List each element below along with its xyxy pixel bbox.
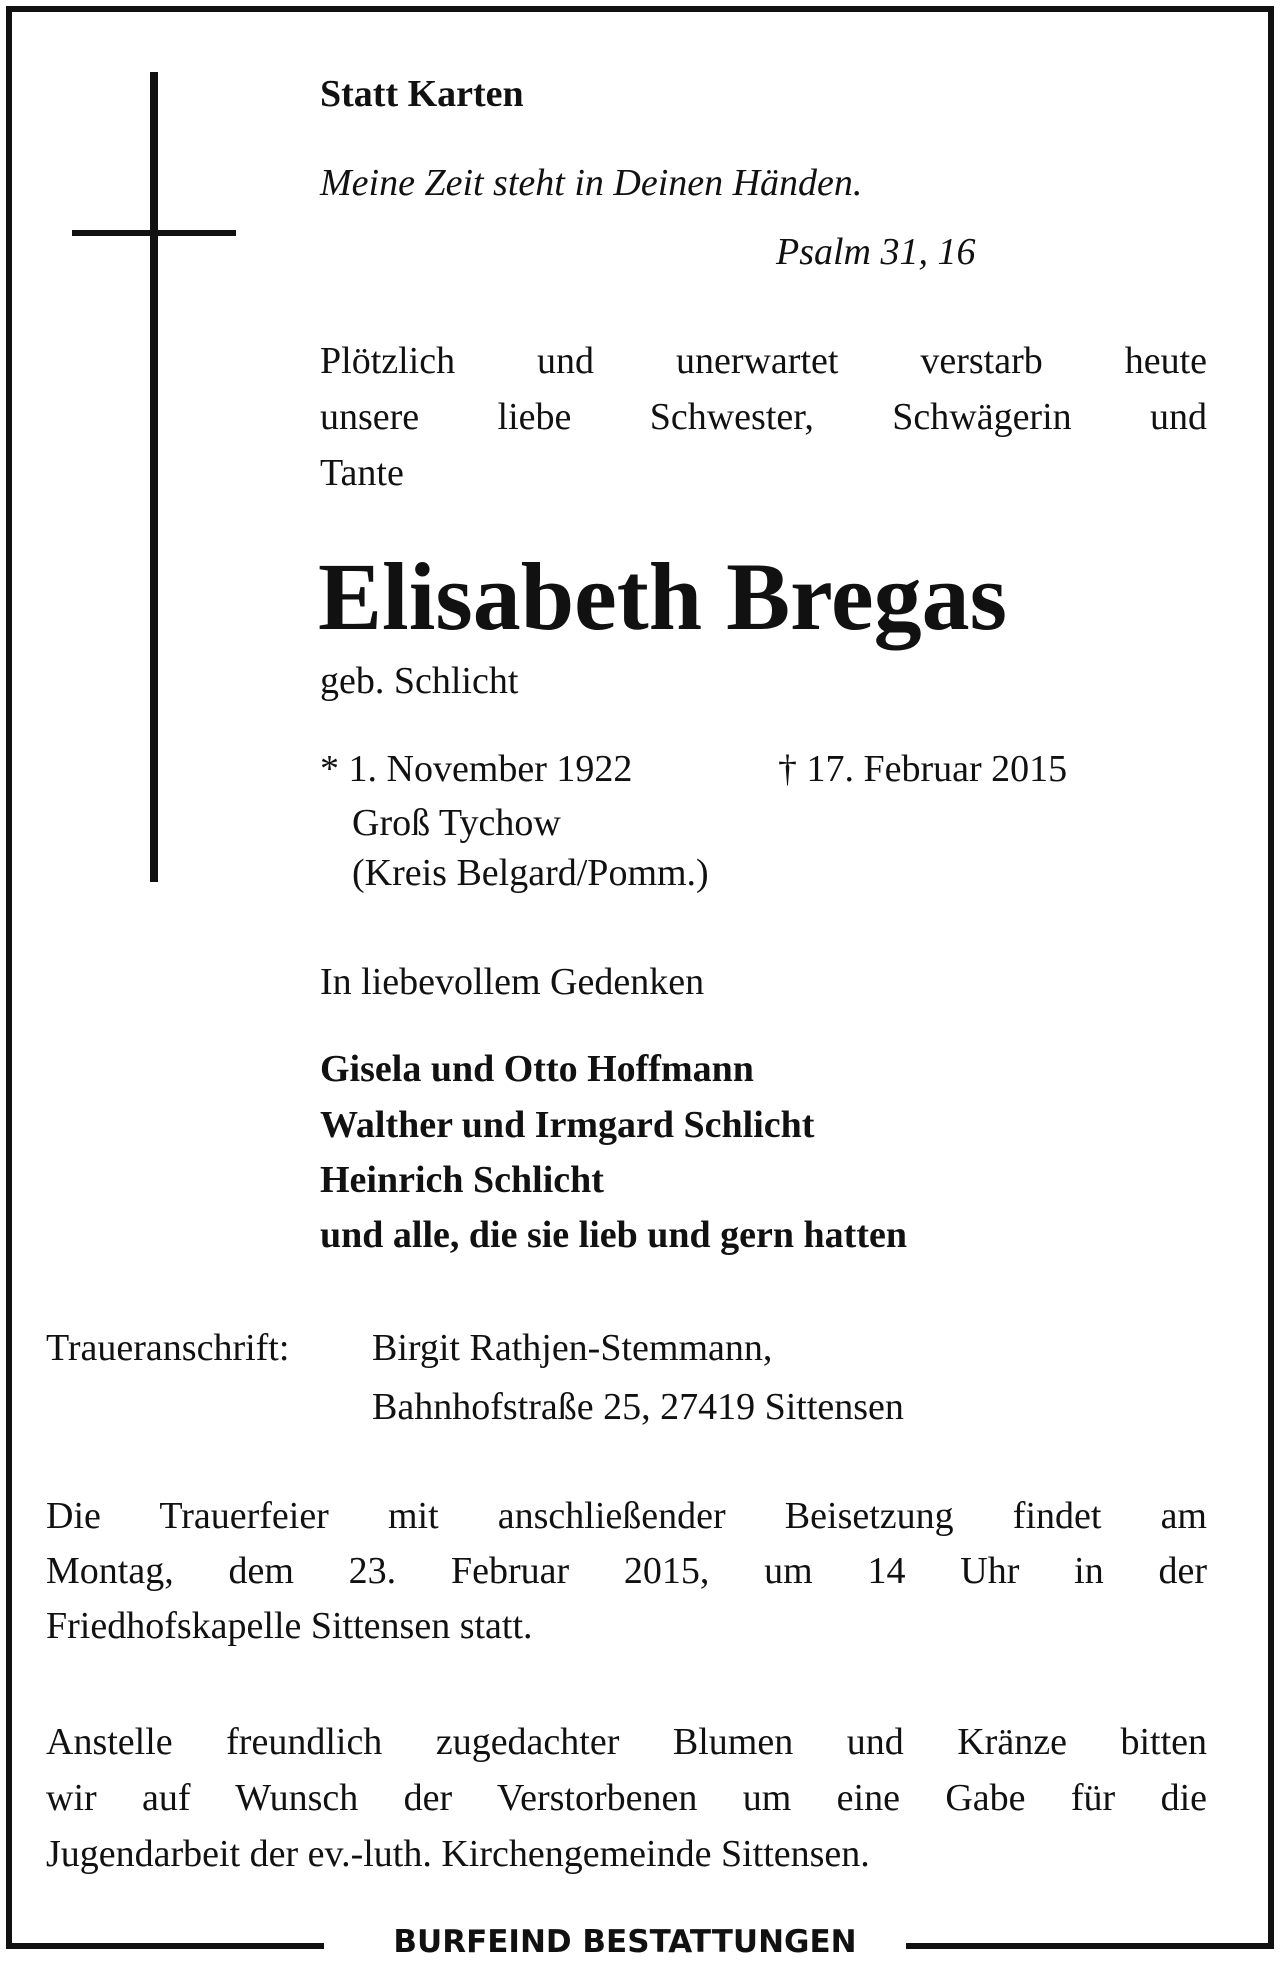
announcement-line-3: Tante — [320, 452, 404, 494]
mourner-name: Heinrich Schlicht — [320, 1159, 604, 1201]
address-label: Traueranschrift: — [46, 1327, 290, 1369]
cross-icon — [150, 72, 158, 882]
mourner-name: Gisela und Otto Hoffmann — [320, 1048, 754, 1090]
mourner-name: und alle, die sie lieb und gern hatten — [320, 1214, 907, 1256]
birthplace: Groß Tychow — [352, 802, 561, 844]
ceremony-line-3: Friedhofskapelle Sittensen statt. — [46, 1605, 533, 1647]
donation-line-3: Jugendarbeit der ev.-luth. Kirchengemeinde Sittensen. — [46, 1833, 870, 1875]
funeral-home-brand: BURFEIND BESTATTUNGEN — [393, 1924, 857, 1960]
donation-line-1: Anstelle freundlich zugedachter Blumen und Kränze bitten — [46, 1721, 1207, 1763]
ceremony-line-1: Die Trauerfeier mit anschließender Beisetzung findet am — [46, 1495, 1207, 1537]
address-line-2: Bahnhofstraße 25, 27419 Sittensen — [372, 1386, 904, 1428]
announcement-line-2: unsere liebe Schwester, Schwägerin und — [320, 396, 1207, 438]
ceremony-line-2: Montag, dem 23. Februar 2015, um 14 Uhr in der — [46, 1550, 1207, 1592]
death-date: † 17. Februar 2015 — [778, 748, 1068, 790]
birthplace-district: (Kreis Belgard/Pomm.) — [352, 852, 709, 894]
bottom-border-right — [906, 1943, 1274, 1949]
quote-source: Psalm 31, 16 — [776, 231, 976, 273]
mourners-intro: In liebevollem Gedenken — [320, 961, 705, 1003]
bottom-border-left — [6, 1943, 324, 1949]
mourner-name: Walther und Irmgard Schlicht — [320, 1104, 815, 1146]
donation-line-2: wir auf Wunsch der Verstorbenen um eine Gabe für die — [46, 1777, 1207, 1819]
birth-date: * 1. November 1922 — [320, 748, 633, 790]
statt-karten-heading: Statt Karten — [320, 73, 524, 115]
birth-name: geb. Schlicht — [320, 660, 519, 702]
bible-quote: Meine Zeit steht in Deinen Händen. — [320, 162, 863, 204]
announcement-line-1: Plötzlich und unerwartet verstarb heute — [320, 340, 1207, 382]
address-line-1: Birgit Rathjen-Stemmann, — [372, 1327, 773, 1369]
deceased-name: Elisabeth Bregas — [318, 543, 1007, 650]
cross-icon-beam — [72, 230, 236, 236]
